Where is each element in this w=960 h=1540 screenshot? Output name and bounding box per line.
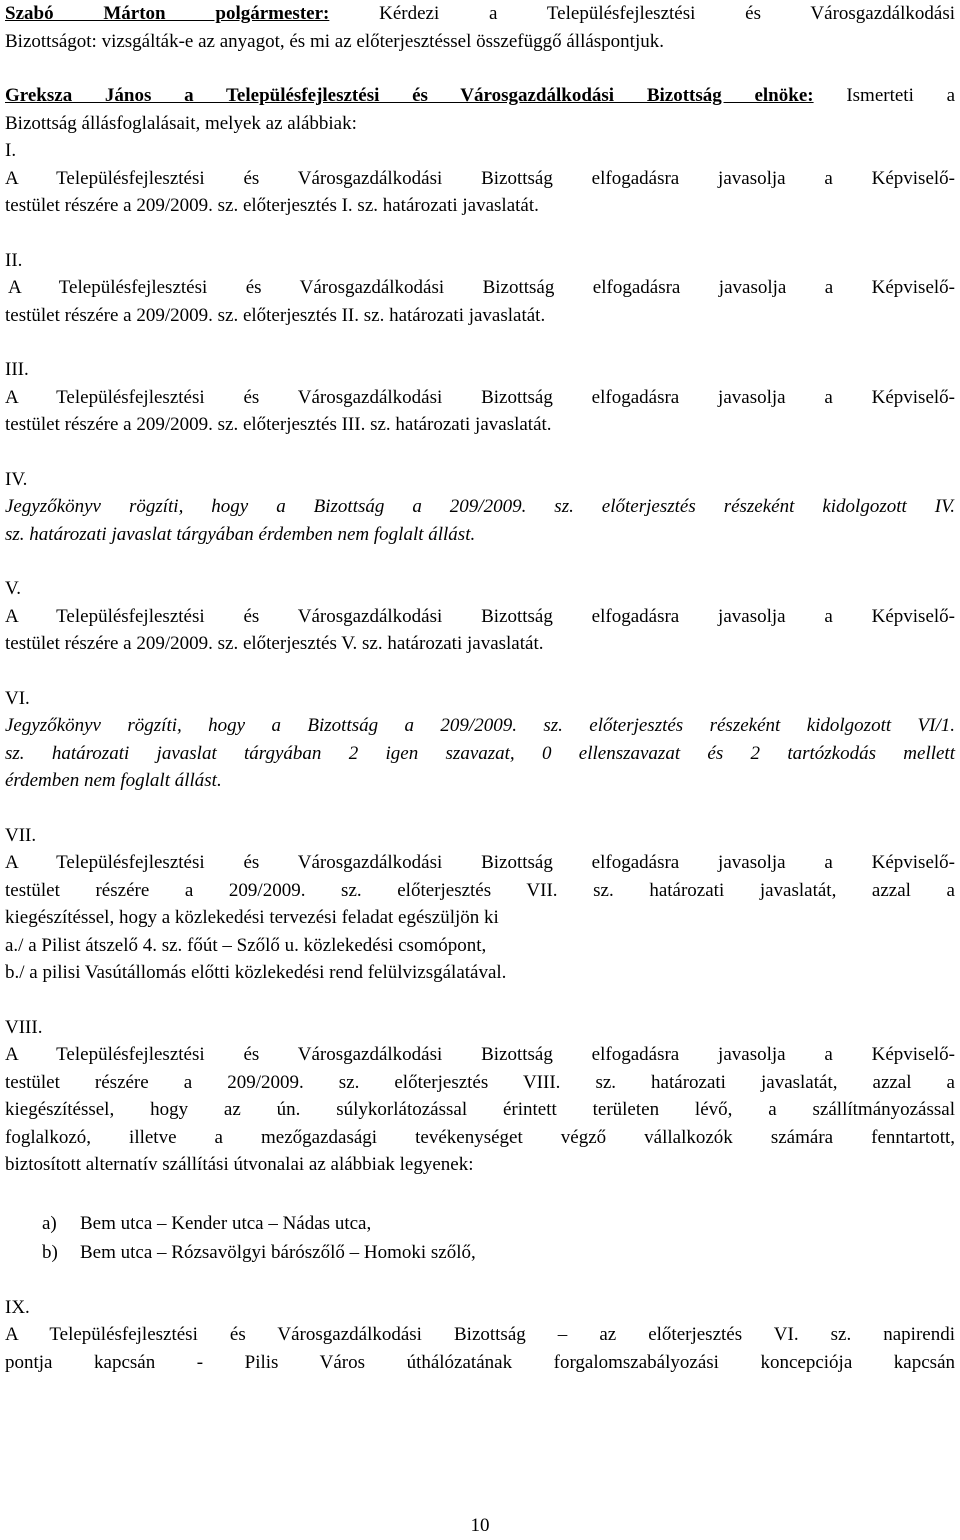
section-line: Jegyzőkönyv rögzíti, hogy a Bizottság a 209/2009. sz. előterjesztés részeként kidolgozott IV.: [5, 496, 955, 517]
section-numeral: VII.: [5, 824, 37, 846]
section-line: testület részére a 209/2009. sz. előterjesztés VII. sz. határozati javaslatát, azzal a: [5, 879, 955, 901]
section-line: A Településfejlesztési és Városgazdálkodási Bizottság elfogadásra javasolja a Képviselő-: [5, 167, 955, 189]
section-line: sz. határozati javaslat tárgyában 2 igen szavazat, 0 ellenszavazat és 2 tartózkodás mellett: [5, 742, 955, 764]
chair-text: Ismerteti a: [846, 85, 956, 106]
section-numeral: II.: [5, 249, 23, 271]
section-line: A Településfejlesztési és Városgazdálkodási Bizottság elfogadásra javasolja a Képviselő-: [5, 1044, 955, 1065]
section-numeral: IX.: [5, 1296, 30, 1318]
section-line: testület részére a 209/2009. sz. előterjesztés VIII. sz. határozati javaslatát, azzal a: [5, 1071, 955, 1093]
chair-name: Greksza János a Településfejlesztési és Városgazdálkodási Bizottság elnöke:: [5, 85, 814, 106]
section-numeral: VIII.: [5, 1016, 43, 1038]
section-line: A Településfejlesztési és Városgazdálkodási Bizottság – az előterjesztés VI. sz. napirendi: [5, 1324, 955, 1345]
section-line: foglalkozó, illetve a mezőgazdasági tevékenységet végző vállalkozók számára fenntartott,: [5, 1126, 955, 1148]
section-line: testület részére a 209/2009. sz. előterjesztés V. sz. határozati javaslatát.: [5, 633, 544, 654]
section-numeral: I.: [5, 140, 17, 161]
section-line: A Településfejlesztési és Városgazdálkodási Bizottság elfogadásra javasolja a Képviselő-: [8, 277, 955, 298]
speaker-text: Kérdezi a Településfejlesztési és Városgazdálkodási: [379, 3, 955, 24]
page-number: 10: [470, 1515, 490, 1536]
chair-paragraph: [5, 82, 955, 110]
section-numeral: VI.: [5, 687, 30, 709]
route-list: [5, 1210, 955, 1268]
section-line: pontja kapcsán - Pilis Város úthálózatának forgalomszabályozási koncepciója kapcsán: [5, 1351, 955, 1373]
list-item: [5, 1239, 955, 1268]
section-line: testület részére a 209/2009. sz. előterjesztés I. sz. határozati javaslatát.: [5, 195, 539, 216]
document-page: [5, 0, 955, 1376]
list-item-label: a): [42, 1212, 57, 1234]
section-numeral: III.: [5, 359, 29, 380]
section-line: A Településfejlesztési és Városgazdálkodási Bizottság elfogadásra javasolja a Képviselő-: [5, 852, 955, 873]
section-numeral: IV.: [5, 468, 28, 490]
opening-paragraph: [5, 0, 955, 28]
section-line: sz. határozati javaslat tárgyában érdemben nem foglalt állást.: [5, 523, 476, 545]
opening-line-2: Bizottságot: vizsgálták-e az anyagot, és mi az előterjesztéssel összefüggő álláspontjuk.: [5, 30, 664, 52]
section-line: biztosított alternatív szállítási útvonalai az alábbiak legyenek:: [5, 1154, 474, 1175]
section-line: A Településfejlesztési és Városgazdálkodási Bizottság elfogadásra javasolja a Képviselő-: [5, 605, 955, 627]
section-line: kiegészítéssel, hogy a közlekedési tervezési feladat egészüljön ki: [5, 907, 499, 928]
section-numeral: V.: [5, 578, 22, 599]
section-line: testület részére a 209/2009. sz. előterjesztés II. sz. határozati javaslatát.: [5, 304, 546, 326]
section-line: kiegészítéssel, hogy az ún. súlykorlátozással érintett területen lévő, a szállítmányozással: [5, 1099, 955, 1120]
list-item-text: Bem utca – Kender utca – Nádas utca,: [80, 1212, 372, 1234]
section-line: a./ a Pilist átszelő 4. sz. főút – Szőlő u. közlekedési csomópont,: [5, 934, 487, 956]
list-item-text: Bem utca – Rózsavölgyi bárószőlő – Homoki szőlő,: [80, 1241, 476, 1263]
section-line: A Településfejlesztési és Városgazdálkodási Bizottság elfogadásra javasolja a Képviselő-: [5, 386, 955, 408]
section-line: testület részére a 209/2009. sz. előterjesztés III. sz. határozati javaslatát.: [5, 414, 552, 435]
section-line: érdemben nem foglalt állást.: [5, 770, 222, 791]
list-item-label: b): [42, 1241, 58, 1263]
speaker-name: Szabó Márton polgármester:: [5, 3, 330, 24]
section-line: Jegyzőkönyv rögzíti, hogy a Bizottság a 209/2009. sz. előterjesztés részeként kidolgozott VI/1.: [5, 715, 955, 736]
chair-line-2: Bizottság állásfoglalásait, melyek az alábbiak:: [5, 112, 357, 134]
section-line: b./ a pilisi Vasútállomás előtti közlekedési rend felülvizsgálatával.: [5, 962, 507, 983]
list-item: [5, 1210, 955, 1239]
